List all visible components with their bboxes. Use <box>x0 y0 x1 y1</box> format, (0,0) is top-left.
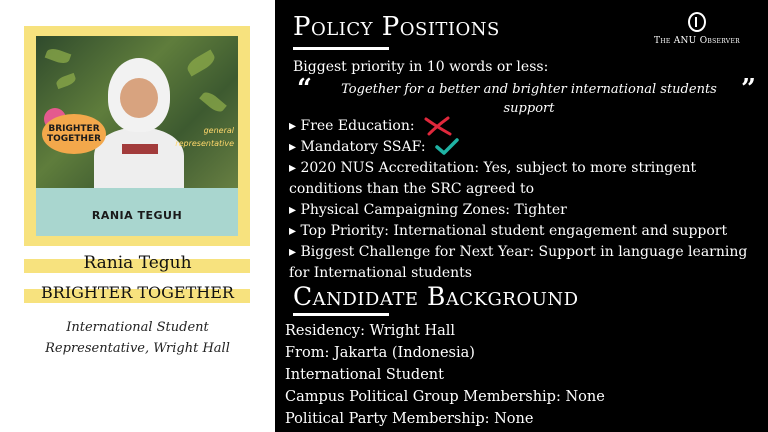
person-face <box>120 78 158 118</box>
list-item: Campus Political Group Membership: None <box>285 389 605 405</box>
badge-text-line: representative <box>175 139 234 148</box>
badge-text-line: general <box>203 126 234 135</box>
policy-free-education: ▸ Free Education: <box>289 118 415 134</box>
publication-name: The ANU Observer <box>654 36 740 46</box>
list-item: ▸ 2020 NUS Accreditation: Yes, subject to more stringent conditions than the SRC agreed to <box>289 160 697 197</box>
candidate-team: BRIGHTER TOGETHER <box>41 283 234 302</box>
list-item: ▸ Top Priority: International student engagement and support <box>289 223 728 239</box>
candidate-name: Rania Teguh <box>83 253 192 273</box>
general-representative-text <box>172 124 234 150</box>
list-item <box>289 137 761 158</box>
list-item: ▸ Physical Campaigning Zones: Tighter <box>289 202 567 218</box>
brighter-together-sticker: BRIGHTER TOGETHER <box>42 114 106 154</box>
open-quote-icon: “ <box>297 74 312 104</box>
person-body <box>94 128 184 190</box>
background-heading: Candidate Background <box>293 282 579 311</box>
publication-logo <box>642 12 752 46</box>
candidate-background-list <box>285 320 755 430</box>
observer-logo-icon <box>688 12 706 32</box>
priority-quote: Together for a better and brighter international students support <box>341 82 717 116</box>
info-panel <box>275 0 768 432</box>
list-item: From: Jakarta (Indonesia) <box>285 345 475 361</box>
candidate-panel <box>0 0 275 432</box>
list-item: Residency: Wright Hall <box>285 323 456 339</box>
list-item <box>289 115 761 137</box>
candidate-photo <box>36 36 238 236</box>
list-item: International Student <box>285 367 444 383</box>
person-clothing-pattern <box>122 144 158 154</box>
policy-mandatory-ssaf: ▸ Mandatory SSAF: <box>289 139 426 155</box>
cross-icon <box>423 115 453 137</box>
heading-underline <box>293 47 389 50</box>
policy-heading: Policy Positions <box>293 12 500 42</box>
priority-label: Biggest priority in 10 words or less: <box>293 59 549 75</box>
candidate-role: International Student Representative, Wright Hall <box>45 320 230 356</box>
close-quote-icon: ” <box>741 74 756 104</box>
candidate-photo-frame <box>24 26 250 246</box>
list-item: ▸ Biggest Challenge for Next Year: Support in language learning for International students <box>289 244 748 281</box>
list-item: Political Party Membership: None <box>285 411 534 427</box>
photo-name-caption: RANIA TEGUH <box>91 209 183 222</box>
policy-positions-list <box>289 115 761 284</box>
heading-underline <box>293 313 389 316</box>
check-icon <box>434 137 460 157</box>
